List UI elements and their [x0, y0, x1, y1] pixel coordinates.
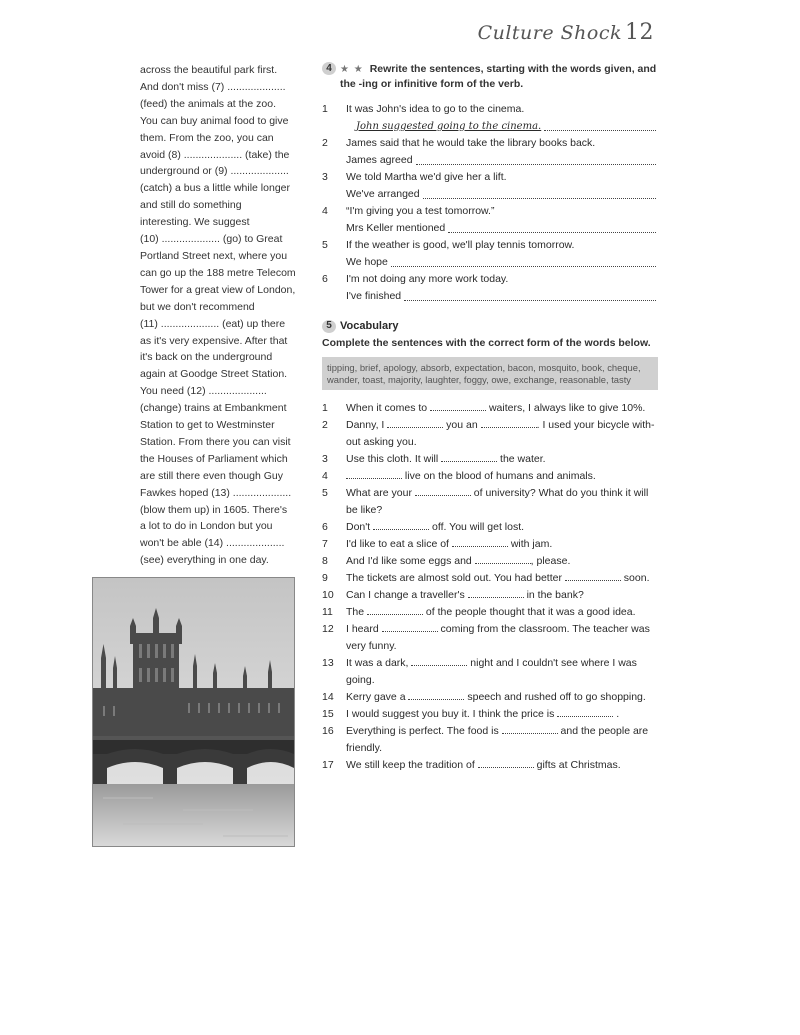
text-line: underground or (9) ....................	[140, 165, 289, 178]
exercise-number-badge: 5	[322, 320, 336, 333]
answer-line[interactable]	[346, 118, 658, 135]
answer-start: We hope	[346, 256, 388, 268]
sentence-text: I heard	[346, 623, 382, 635]
text-line: won't be able (14) ....................	[140, 537, 285, 550]
answer-line[interactable]	[346, 254, 658, 271]
vocabulary-item	[322, 706, 658, 723]
sentence-text: the water.	[497, 453, 546, 465]
rewrite-item	[322, 169, 658, 203]
vocabulary-item	[322, 655, 658, 689]
sentence-text: . I used your bicycle with-	[536, 419, 655, 431]
vocabulary-item	[322, 689, 658, 706]
vocabulary-item	[322, 553, 658, 570]
answer-blank[interactable]	[502, 723, 558, 734]
answer-blank[interactable]	[382, 621, 438, 632]
item-number: 15	[322, 708, 334, 720]
item-number: 10	[322, 589, 334, 601]
text-line: interesting. We suggest	[140, 216, 250, 229]
answer-start: We've arranged	[346, 188, 420, 200]
item-number: 12	[322, 623, 334, 635]
answer-blank[interactable]	[441, 451, 497, 462]
answer-blank[interactable]	[481, 417, 537, 428]
vocabulary-item	[322, 723, 658, 757]
item-number: 11	[322, 606, 333, 618]
sentence-text: of university? What do you think it will	[470, 487, 649, 499]
vocabulary-heading	[322, 319, 658, 333]
sentence-text: The tickets are almost sold out. You had better	[346, 572, 565, 584]
vocabulary-list	[322, 400, 658, 774]
item-number: 1	[322, 103, 328, 115]
answer-start: Mrs Keller mentioned	[346, 222, 446, 234]
item-number: 1	[322, 402, 328, 414]
text-line: as it's very expensive. After that	[140, 334, 288, 347]
exercise-4-heading	[322, 62, 658, 91]
answer-blank[interactable]	[373, 519, 429, 530]
word-box: tipping, brief, apology, absorb, expectation, bacon, mosquito, book, cheque, wander, toast, majority, laughter, foggy, owe, exchange, reasonable, tasty	[322, 357, 658, 390]
text-line: (11) .................... (eat) up there	[140, 317, 286, 330]
sentence-text: gifts at Christmas.	[533, 759, 621, 771]
text-line: Portland Street next, where you	[140, 249, 288, 262]
answer-blank[interactable]	[430, 400, 486, 411]
vocabulary-item	[322, 400, 658, 417]
answer-line[interactable]	[346, 288, 658, 305]
exercise-number-badge: 4	[322, 62, 336, 75]
answer-line[interactable]	[346, 152, 658, 169]
vocabulary-item	[322, 468, 658, 485]
answer-blank[interactable]	[367, 604, 423, 615]
right-column	[322, 62, 658, 774]
item-number: 16	[322, 725, 334, 737]
text-line: (see) everything in one day.	[140, 554, 269, 567]
text-line: Station. From there you can visit	[140, 435, 291, 448]
difficulty-stars-icon: ★ ★	[340, 64, 364, 75]
answer-start: James agreed	[346, 154, 413, 166]
vocabulary-sentence	[346, 757, 658, 774]
header-title: Culture Shock	[477, 22, 622, 44]
sentence-text: I'd like to eat a slice of	[346, 538, 452, 550]
sentence-text: coming from the classroom. The teacher was	[437, 623, 650, 635]
answer-line[interactable]	[346, 186, 658, 203]
dotted-line	[423, 186, 656, 199]
text-line: and still do something	[140, 199, 242, 212]
example-answer: John suggested going to the cinema.	[356, 121, 542, 132]
sentence-text: The	[346, 606, 368, 618]
rewrite-sentence: I'm not doing any more work today.	[346, 273, 509, 285]
rewrite-body	[346, 135, 658, 169]
vocabulary-sentence	[346, 553, 658, 570]
item-number: 7	[322, 538, 328, 550]
text-line: (blow them up) in 1605. There's	[140, 503, 288, 516]
item-number: 4	[322, 205, 328, 217]
sentence-text: When it comes to	[346, 402, 431, 414]
text-line: Tower for a great view of London,	[140, 283, 296, 296]
text-line: avoid (8) .................... (take) the	[140, 148, 290, 161]
text-line: You can buy animal food to give	[140, 114, 289, 127]
sentence-text: live on the blood of humans and animals.	[402, 470, 596, 482]
sentence-text: Use this cloth. It will	[346, 453, 442, 465]
sentence-text: and the people are	[557, 725, 649, 737]
vocabulary-item	[322, 757, 658, 774]
text-line: are still there even though Guy	[140, 469, 284, 482]
vocabulary-item	[322, 604, 658, 621]
dotted-line	[544, 118, 656, 131]
text-line: (10) .................... (go) to Great	[140, 233, 283, 246]
answer-blank[interactable]	[557, 706, 613, 717]
answer-blank[interactable]	[452, 536, 508, 547]
sentence-text: Kerry gave a	[346, 691, 409, 703]
vocabulary-sentence	[346, 723, 658, 757]
vocabulary-sentence	[346, 468, 658, 485]
dotted-line	[404, 288, 656, 301]
vocabulary-sentence	[346, 604, 658, 621]
vocabulary-sentence	[346, 400, 658, 417]
text-line: You need (12) ....................	[140, 385, 267, 398]
answer-blank[interactable]	[408, 689, 464, 700]
sentence-text: night and I couldn't see where I was	[467, 657, 637, 669]
item-number: 13	[322, 657, 334, 669]
item-number: 6	[322, 521, 328, 533]
rewrite-item	[322, 101, 658, 135]
answer-start: I've finished	[346, 290, 402, 302]
houses-of-parliament-photo	[92, 577, 295, 847]
vocabulary-item	[322, 570, 658, 587]
answer-blank[interactable]	[411, 655, 467, 666]
item-number: 3	[322, 453, 328, 465]
rewrite-item	[322, 203, 658, 237]
item-number: 3	[322, 171, 328, 183]
sentence-text: What are your	[346, 487, 415, 499]
vocabulary-title: Vocabulary	[340, 320, 399, 332]
vocabulary-sentence	[346, 451, 658, 468]
text-line: across the beautiful park first.	[140, 64, 278, 76]
item-number: 14	[322, 691, 334, 703]
sentence-text: Don't	[346, 521, 374, 533]
sentence-text: We still keep the tradition of	[346, 759, 478, 771]
sentence-text: Danny, I	[346, 419, 388, 431]
vocabulary-item	[322, 417, 658, 451]
rewrite-sentence: We told Martha we'd give her a lift.	[346, 171, 507, 183]
answer-blank[interactable]	[346, 468, 402, 479]
vocabulary-sentence	[346, 417, 658, 451]
sentence-text: waiters, I always like to give 10%.	[486, 402, 646, 414]
rewrite-item	[322, 135, 658, 169]
item-number: 2	[322, 419, 328, 431]
page-header	[478, 20, 654, 45]
dotted-line	[416, 152, 656, 165]
item-number: 5	[322, 239, 328, 251]
sentence-text: soon.	[620, 572, 650, 584]
text-line: again at Goodge Street Station.	[140, 368, 288, 381]
vocabulary-sentence	[346, 536, 658, 553]
vocabulary-item	[322, 621, 658, 655]
rewrite-sentence: James said that he would take the library books back.	[346, 137, 596, 149]
sentence-text: off. You will get lost.	[429, 521, 525, 533]
answer-blank[interactable]	[475, 553, 531, 564]
sentence-text: you an	[443, 419, 481, 431]
sentence-text: in the bank?	[523, 589, 584, 601]
sentence-text: very funny.	[346, 640, 397, 652]
text-line: (feed) the animals at the zoo.	[140, 97, 276, 110]
rewrite-sentence: It was John's idea to go to the cinema.	[346, 103, 525, 115]
item-number: 9	[322, 572, 328, 584]
rewrite-body	[346, 169, 658, 203]
rewrite-body	[346, 203, 658, 237]
vocabulary-sentence	[346, 485, 658, 519]
answer-blank[interactable]	[415, 485, 471, 496]
dotted-line	[391, 254, 656, 267]
vocabulary-sentence	[346, 689, 658, 706]
vocabulary-item	[322, 587, 658, 604]
rewrite-body	[346, 271, 658, 305]
vocabulary-item	[322, 451, 658, 468]
text-line: And don't miss (7) ....................	[140, 80, 286, 93]
sentence-text: going.	[346, 674, 375, 686]
answer-blank[interactable]	[468, 587, 524, 598]
vocabulary-item	[322, 536, 658, 553]
answer-blank[interactable]	[478, 757, 534, 768]
answer-blank[interactable]	[565, 570, 621, 581]
text-line: it's back on the underground	[140, 351, 273, 364]
rewrite-list	[322, 101, 658, 305]
rewrite-sentence: “I'm giving you a test tomorrow.”	[346, 205, 495, 217]
dotted-line	[448, 220, 656, 233]
answer-blank[interactable]	[387, 417, 443, 428]
text-line: can go up the 188 metre Telecom	[140, 266, 296, 279]
item-number: 4	[322, 470, 328, 482]
sentence-text: .	[613, 708, 620, 720]
text-line: a lot to do in London but you	[140, 520, 273, 533]
answer-line[interactable]	[346, 220, 658, 237]
vocabulary-sentence	[346, 621, 658, 655]
text-line: but we don't recommend	[140, 300, 255, 313]
exercise-4-instruction: Rewrite the sentences, starting with the words given, and the -ing or infinitive form of the verb.	[340, 63, 657, 90]
vocabulary-sentence	[346, 587, 658, 604]
sentence-text: out asking you.	[346, 436, 417, 448]
sentence-text: friendly.	[346, 742, 382, 754]
item-number: 5	[322, 487, 328, 499]
vocabulary-sentence	[346, 706, 658, 723]
vocabulary-item	[322, 485, 658, 519]
item-number: 8	[322, 555, 328, 567]
rewrite-body	[346, 101, 658, 135]
sentence-text: speech and rushed off to go shopping.	[464, 691, 646, 703]
item-number: 17	[322, 759, 334, 771]
sentence-text: of the people thought that it was a good idea.	[423, 606, 636, 618]
left-text-column	[140, 62, 300, 569]
sentence-text: Can I change a traveller's	[346, 589, 468, 601]
vocabulary-sentence	[346, 519, 658, 536]
text-line: Fawkes hoped (13) ....................	[140, 486, 292, 499]
rewrite-body	[346, 237, 658, 271]
rewrite-item	[322, 237, 658, 271]
parliament-illustration	[93, 578, 294, 846]
rewrite-item	[322, 271, 658, 305]
text-line: (change) trains at Embankment	[140, 402, 287, 415]
text-line: the Houses of Parliament which	[140, 452, 288, 465]
item-number: 6	[322, 273, 328, 285]
sentence-text: And I'd like some eggs and	[346, 555, 475, 567]
sentence-text: It was a dark,	[346, 657, 412, 669]
page-number: 12	[625, 20, 654, 45]
text-line: them. From the zoo, you can	[140, 131, 274, 144]
sentence-text: , please.	[530, 555, 571, 567]
sentence-text: with jam.	[507, 538, 553, 550]
text-line: Station to get to Westminster	[140, 419, 275, 432]
vocabulary-sentence	[346, 570, 658, 587]
vocabulary-item	[322, 519, 658, 536]
sentence-text: be like?	[346, 504, 383, 516]
sentence-text: I would suggest you buy it. I think the price is	[346, 708, 558, 720]
vocabulary-sentence	[346, 655, 658, 689]
sentence-text: Everything is perfect. The food is	[346, 725, 502, 737]
vocabulary-instruction: Complete the sentences with the correct form of the words below.	[322, 337, 651, 349]
text-line: (catch) a bus a little while longer	[140, 182, 290, 195]
item-number: 2	[322, 137, 328, 149]
rewrite-sentence: If the weather is good, we'll play tennis tomorrow.	[346, 239, 575, 251]
